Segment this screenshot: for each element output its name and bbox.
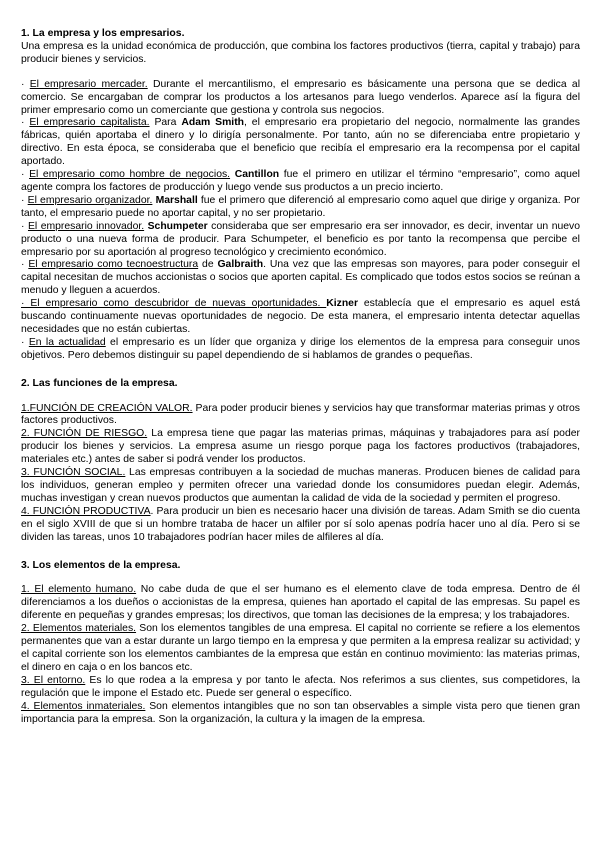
name-marshall: Marshall [155, 194, 198, 206]
item-funcion-creacion-valor: 1.FUNCIÓN DE CREACIÓN VALOR. Para poder producir bienes y servicios hay que transformar materias primas y otros factores productivos. [21, 402, 580, 427]
label-empresario-innovador: El empresario innovador. [27, 220, 145, 232]
item-elementos-inmateriales: 4. Elementos inmateriales. Son elementos intangibles que no son tan observables a simple vista pero que tienen gran importancia para la empresa. Son la organización, la cultura y la imagen de la empresa. [21, 700, 580, 725]
section-1-title: 1. La empresa y los empresarios. [21, 28, 185, 39]
label-empresario-mercader: El empresario mercader. [29, 78, 148, 90]
item-funcion-productiva: 4. FUNCIÓN PRODUCTIVA. Para producir un bien es necesario hacer una división de tareas. Adam Smith se dio cuenta en el siglo XVIII de que si un hombre trataba de hacer un alfiler por sí solo apenas podría hacer uno al día. Pero si se dividen las tareas, unos 10 trabajadores podrían hacer miles de alfileres al día. [21, 505, 581, 543]
label-hombre-negocios: El empresario como hombre de negocios. [29, 169, 231, 181]
label-funcion-social: 3. FUNCIÓN SOCIAL. [21, 467, 126, 479]
label-actualidad: En la actualidad [28, 336, 106, 348]
item-hombre-negocios: · El empresario como hombre de negocios. Cantillon fue el primero en utilizar el término “empresario”, como aquel agente compra los factores de producción y luego vende sus productos a un precio incierto. [21, 169, 580, 193]
name-schumpeter: Schumpeter [147, 220, 208, 232]
name-adam-smith: Adam Smith [181, 117, 244, 129]
label-entorno: 3. El entorno. [21, 674, 86, 686]
label-descubridor-oportunidades: · El empresario como descubridor de nuevas oportunidades. [21, 298, 327, 310]
item-elemento-humano: 1. El elemento humano. No cabe duda de que el ser humano es el elemento clave de toda empresa. Dentro de él diferenciamos a los dueños o accionistas de la empresa, quienes han aportado el capital de las empresas. Su papel es diferente en pequeñas y grandes empresas; los directivos, que toman las decisiones de la empresa; y los trabajadores. [21, 584, 580, 622]
item-tecnoestructura: · El empresario como tecnoestructura de Galbraith. Una vez que las empresas son mayores, para poder conseguir el capital necesitan de muchos accionistas o socios que aporten capital. Es complicado que todos estos socios se reúnan a menudo y lleguen a acuerdos. [21, 259, 580, 297]
label-empresario-organizador: El empresario organizador. [27, 194, 153, 206]
item-actualidad: · En la actualidad el empresario es un líder que organiza y dirige los elementos de la empresa para conseguir unos objetivos. Pero debemos distinguir su papel dependiendo de si hablamos de grandes o pequeñas. [21, 336, 580, 361]
section-3-title: 3. Los elementos de la empresa. [21, 559, 181, 571]
name-cantillon: Cantillon [234, 169, 280, 181]
item-descubridor-oportunidades: · El empresario como descubridor de nuevas oportunidades. Kizner establecía que el empresario es aquel está buscando continuamente nuevas oportunidades de negocio. De esta manera, el empresario intenta detectar aquellas necesidades que no están cubiertas. [21, 298, 580, 335]
name-galbraith: Galbraith [217, 259, 264, 271]
section-1-intro: Una empresa es la unidad económica de producción, que combina los factores productivos (tierra, capital y trabajo) para producir bienes y servicios. [21, 40, 580, 65]
label-funcion-creacion-valor: 1.FUNCIÓN DE CREACIÓN VALOR. [21, 402, 193, 414]
item-funcion-social: 3. FUNCIÓN SOCIAL. Las empresas contribuyen a la sociedad de muchas maneras. Producen bienes de calidad para los individuos, generan empleo y permiten ofrecer una variedad donde los consumidores puedan elegir. Además, muchas investigan y crean nuevos productos que aumentan la calidad de vida de la sociedad y permiten el progreso. [21, 467, 580, 504]
label-elementos-inmateriales: 4. Elementos inmateriales. [21, 700, 146, 712]
name-kizner: Kizner [326, 298, 359, 310]
label-elementos-materiales: 2. Elementos materiales. [21, 623, 137, 635]
item-elementos-materiales: 2. Elementos materiales. Son los elementos tangibles de una empresa. El capital no corriente se refiere a los elementos permanentes que van a estar durante un largo tiempo en la empresa y que permiten a la empresa realizar su actividad; y el capital corriente son los elementos cambiantes de la empresa que están en continuo movimiento: las materias primas, el dinero en caja o en los bancos etc. [21, 623, 580, 673]
label-empresario-capitalista: El empresario capitalista. [29, 117, 150, 129]
item-empresario-capitalista: · El empresario capitalista. Para Adam Smith, el empresario era propietario del negocio, normalmente las grandes fábricas, quién aportaba el dinero y lo dirigía personalmente. Por tanto, aún no se diferenciaba entre propietario y directivo. En esta época, se consideraba que el beneficio que recibía el empresario era la recompensa por el capital aportado. [21, 117, 580, 168]
item-empresario-mercader: · El empresario mercader. Durante el mercantilismo, el empresario es básicamente una persona que se dedica al comercio. Se encargaban de comprar los productos a los artesanos para luego venderlos. Aparece así la figura del primer empresario como un comerciante que gestiona y controla sus negocios. [21, 78, 580, 116]
item-entorno: 3. El entorno. Es lo que rodea a la empresa y por tanto le afecta. Nos referimos a sus clientes, sus competidores, la regulación que le impone el Estado etc. Puede ser general o específico. [21, 674, 581, 699]
label-funcion-productiva: 4. FUNCIÓN PRODUCTIVA [21, 505, 151, 517]
item-empresario-organizador: · El empresario organizador. Marshall fue el primero que diferenció al empresario como aquel que dirige y organiza. Por tanto, el empresario puede no aportar capital, y no ser propietario. [21, 194, 580, 219]
item-empresario-innovador: · El empresario innovador. Schumpeter consideraba que ser empresario era ser innovador, es decir, inventar un nuevo producto o una nueva forma de producir. Para Schumpeter, el beneficio es por tanto la recompensa que percibe el empresario por su aportación al progreso tecnológico y crecimiento económico. [21, 220, 581, 258]
section-2-title: 2. Las funciones de la empresa. [21, 377, 178, 389]
item-funcion-riesgo: 2. FUNCIÓN DE RIESGO. La empresa tiene que pagar las materias primas, máquinas y trabajadores para así poder producir los bienes y servicios. La empresa asume un riesgo porque paga los factores productivos (trabajadores, materiales etc.) antes de saber si podrá vender los productos. [21, 428, 580, 466]
label-tecnoestructura: El empresario como tecnoestructura [28, 259, 199, 271]
label-funcion-riesgo: 2. FUNCIÓN DE RIESGO. [21, 428, 148, 440]
label-elemento-humano: 1. El elemento humano. [21, 584, 137, 596]
